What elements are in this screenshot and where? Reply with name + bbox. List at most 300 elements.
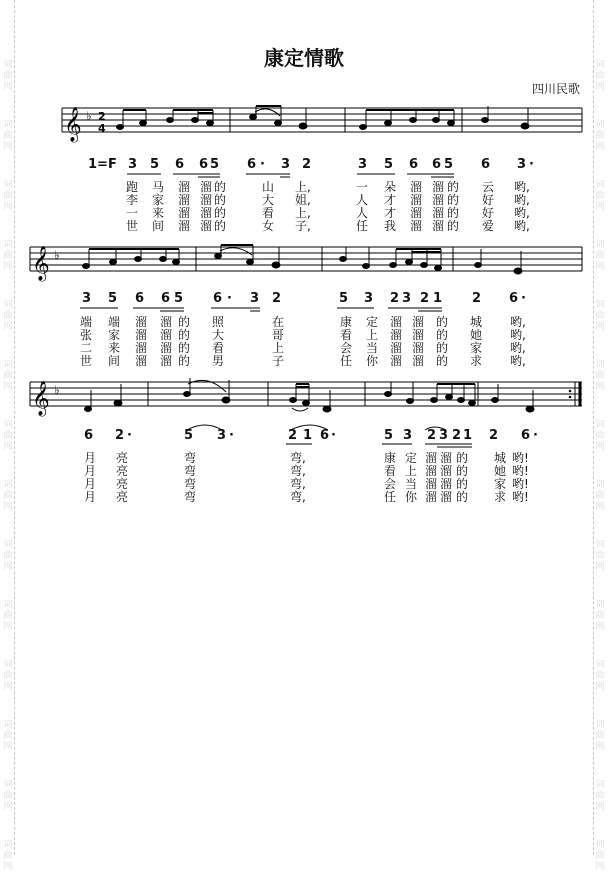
jianpu-note: 6 xyxy=(213,291,223,306)
watermark-char: 网 xyxy=(595,382,605,392)
watermark-char: 网 xyxy=(3,622,13,632)
lyric-syllable: 弯 xyxy=(184,451,197,465)
lyric-syllable: 亮 xyxy=(116,464,129,478)
lyric-syllable: 溜 xyxy=(390,315,403,329)
lyric-syllable: 哥 xyxy=(272,328,285,342)
watermark-char: 网 xyxy=(3,502,13,512)
watermark-char: 曲 xyxy=(595,791,605,801)
lyric-syllable: 山 xyxy=(262,180,275,194)
lyric-syllable: 的 xyxy=(214,219,227,233)
watermark-char: 曲 xyxy=(595,491,605,501)
lyric-syllable: 定 xyxy=(366,315,379,329)
lyric-syllable: 她 xyxy=(494,464,507,478)
key-signature: 1=F xyxy=(88,157,117,172)
lyric-syllable: 哟! xyxy=(512,477,529,491)
lyric-syllable: 间 xyxy=(108,354,121,368)
watermark-char: 网 xyxy=(595,562,605,572)
jianpu-note: 3 xyxy=(402,291,412,306)
lyric-syllable: 溜 xyxy=(412,354,425,368)
lyric-syllable: 云 xyxy=(482,180,495,194)
watermark-char: 网 xyxy=(3,562,13,572)
jianpu-dot: · xyxy=(260,157,265,172)
watermark-char: 曲 xyxy=(3,611,13,621)
lyric-syllable: 亮 xyxy=(116,451,129,465)
lyric-syllable: 看 xyxy=(384,464,397,478)
watermark-char: 曲 xyxy=(3,131,13,141)
watermark-char: 词 xyxy=(3,720,13,730)
lyric-syllable: 溜 xyxy=(412,315,425,329)
lyric-syllable: 溜 xyxy=(160,315,173,329)
watermark-char: 曲 xyxy=(595,131,605,141)
watermark-char: 词 xyxy=(3,120,13,130)
jianpu-note: 3 xyxy=(281,157,291,172)
watermark-char: 词 xyxy=(595,300,605,310)
lyric-syllable: 人 xyxy=(356,206,369,220)
jianpu-note: 5 xyxy=(174,291,184,306)
lyric-syllable: 的 xyxy=(178,341,191,355)
lyric-syllable: 溜 xyxy=(425,451,438,465)
lyric-syllable: 的 xyxy=(214,193,227,207)
lyric-syllable: 哟, xyxy=(510,341,526,355)
jianpu-note: 6 xyxy=(84,428,94,443)
lyric-syllable: 溜 xyxy=(440,477,453,491)
lyric-syllable: 任 xyxy=(356,219,369,233)
lyric-syllable: 城 xyxy=(494,451,507,465)
watermark-char: 网 xyxy=(3,802,13,812)
watermark-char: 网 xyxy=(595,742,605,752)
lyric-syllable: 溜 xyxy=(410,206,423,220)
watermark-char: 网 xyxy=(3,262,13,272)
watermark-char: 网 xyxy=(3,682,13,692)
watermark-char: 网 xyxy=(595,322,605,332)
watermark-char: 网 xyxy=(3,442,13,452)
jianpu-note: 6 xyxy=(509,291,519,306)
staff-system-2 xyxy=(0,237,608,289)
lyric-syllable: 好 xyxy=(482,206,495,220)
watermark-char: 网 xyxy=(3,322,13,332)
jianpu-dot: · xyxy=(229,428,234,443)
watermark-char: 曲 xyxy=(3,671,13,681)
jianpu-note: 5 xyxy=(384,428,394,443)
watermark-mark xyxy=(1,840,15,873)
lyric-syllable: 哟, xyxy=(510,315,526,329)
lyric-syllable: 会 xyxy=(384,477,397,491)
watermark-char: 曲 xyxy=(595,371,605,381)
lyric-syllable: 亮 xyxy=(116,477,129,491)
lyric-syllable: 子 xyxy=(272,354,285,368)
lyric-syllable: 爱 xyxy=(482,219,495,233)
time-signature-bottom: 4 xyxy=(98,122,106,135)
watermark-char: 词 xyxy=(3,780,13,790)
lyric-syllable: 好 xyxy=(482,193,495,207)
watermark-char: 词 xyxy=(595,360,605,370)
jianpu-note: 2 xyxy=(390,291,400,306)
lyric-syllable: 溜 xyxy=(200,219,213,233)
jianpu-note: 6 xyxy=(135,291,145,306)
jianpu-note: 1 xyxy=(463,428,473,443)
watermark-char: 曲 xyxy=(595,551,605,561)
lyric-syllable: 溜 xyxy=(440,490,453,504)
lyric-syllable: 求 xyxy=(470,354,483,368)
lyrics-system-3 xyxy=(0,452,608,508)
watermark-char: 词 xyxy=(3,240,13,250)
jianpu-note: 5 xyxy=(150,157,160,172)
lyric-syllable: 溜 xyxy=(160,354,173,368)
lyric-syllable: 溜 xyxy=(432,219,445,233)
lyric-syllable: 康 xyxy=(340,315,353,329)
watermark-char: 词 xyxy=(3,360,13,370)
lyric-syllable: 的 xyxy=(447,206,460,220)
jianpu-note: 6 xyxy=(409,157,419,172)
watermark-char: 词 xyxy=(3,480,13,490)
jianpu-note: 2 xyxy=(115,428,125,443)
lyric-syllable: 大 xyxy=(262,193,275,207)
lyric-syllable: 的 xyxy=(456,490,469,504)
watermark-char: 网 xyxy=(3,82,13,92)
lyric-syllable: 家 xyxy=(108,328,121,342)
watermark-char: 词 xyxy=(595,240,605,250)
lyric-syllable: 月 xyxy=(84,451,97,465)
lyric-syllable: 溜 xyxy=(425,490,438,504)
lyric-syllable: 来 xyxy=(108,341,121,355)
treble-clef-icon: 𝄞 xyxy=(64,107,82,142)
jianpu-dot: · xyxy=(521,291,526,306)
watermark-char: 曲 xyxy=(595,611,605,621)
staff-system-3 xyxy=(0,372,608,424)
jianpu-note: 6 xyxy=(521,428,531,443)
lyric-syllable: 马 xyxy=(152,180,165,194)
lyric-syllable: 溜 xyxy=(440,451,453,465)
watermark-char: 词 xyxy=(3,840,13,850)
lyric-syllable: 的 xyxy=(447,193,460,207)
jianpu-note: 6 xyxy=(161,291,171,306)
jianpu-note: 2 xyxy=(420,291,430,306)
lyric-syllable: 照 xyxy=(212,315,225,329)
lyric-syllable: 的 xyxy=(178,328,191,342)
watermark-char: 曲 xyxy=(3,431,13,441)
watermark-char: 曲 xyxy=(595,851,605,861)
lyric-syllable: 大 xyxy=(212,328,225,342)
lyric-syllable: 世 xyxy=(126,219,139,233)
lyric-syllable: 月 xyxy=(84,490,97,504)
lyric-syllable: 当 xyxy=(366,341,379,355)
watermark-char: 词 xyxy=(3,300,13,310)
lyric-syllable: 弯 xyxy=(184,490,197,504)
flat-icon: ♭ xyxy=(54,383,60,397)
lyric-syllable: 溜 xyxy=(178,180,191,194)
lyric-syllable: 弯, xyxy=(290,451,306,465)
lyric-syllable: 溜 xyxy=(200,206,213,220)
lyric-syllable: 溜 xyxy=(412,341,425,355)
lyric-syllable: 看 xyxy=(340,328,353,342)
jianpu-dot: · xyxy=(127,428,132,443)
lyric-syllable: 的 xyxy=(436,328,449,342)
lyric-syllable: 张 xyxy=(80,328,93,342)
lyric-syllable: 溜 xyxy=(432,180,445,194)
watermark-char: 曲 xyxy=(595,671,605,681)
lyric-syllable: 溜 xyxy=(410,219,423,233)
lyric-syllable: 哟! xyxy=(512,451,529,465)
lyric-syllable: 溜 xyxy=(440,464,453,478)
watermark-char: 网 xyxy=(3,382,13,392)
lyric-syllable: 溜 xyxy=(432,206,445,220)
lyric-syllable: 看 xyxy=(262,206,275,220)
lyric-syllable: 看 xyxy=(212,341,225,355)
jianpu-note: 5 xyxy=(444,157,454,172)
watermark-mark xyxy=(1,660,15,693)
watermark-char: 网 xyxy=(595,82,605,92)
lyric-syllable: 上 xyxy=(272,341,285,355)
watermark-char: 曲 xyxy=(595,431,605,441)
jianpu-note: 6 xyxy=(320,428,330,443)
jianpu-note: 5 xyxy=(210,157,220,172)
lyric-syllable: 的 xyxy=(214,180,227,194)
jianpu-dot: · xyxy=(529,157,534,172)
lyric-syllable: 溜 xyxy=(425,477,438,491)
lyric-syllable: 溜 xyxy=(410,193,423,207)
watermark-char: 词 xyxy=(3,420,13,430)
lyric-syllable: 溜 xyxy=(160,341,173,355)
jianpu-note: 2 xyxy=(489,428,499,443)
lyric-syllable: 的 xyxy=(456,464,469,478)
watermark-char: 词 xyxy=(595,60,605,70)
watermark-char: 网 xyxy=(3,862,13,872)
lyric-syllable: 的 xyxy=(436,354,449,368)
lyric-syllable: 间 xyxy=(152,219,165,233)
watermark-mark xyxy=(1,720,15,753)
lyric-syllable: 来 xyxy=(152,206,165,220)
lyric-syllable: 家 xyxy=(152,193,165,207)
lyric-syllable: 一 xyxy=(356,180,369,194)
watermark-char: 词 xyxy=(595,720,605,730)
watermark-char: 词 xyxy=(595,600,605,610)
lyric-syllable: 弯 xyxy=(184,477,197,491)
jianpu-note: 3 xyxy=(403,428,413,443)
jianpu-note: 3 xyxy=(358,157,368,172)
lyric-syllable: 朵 xyxy=(384,180,397,194)
lyric-syllable: 溜 xyxy=(200,193,213,207)
jianpu-dot: · xyxy=(331,428,336,443)
lyric-syllable: 的 xyxy=(178,354,191,368)
watermark-mark xyxy=(1,540,15,573)
watermark-char: 词 xyxy=(595,480,605,490)
jianpu-note: 2 xyxy=(427,428,437,443)
lyric-syllable: 端 xyxy=(80,315,93,329)
lyric-syllable: 你 xyxy=(405,490,418,504)
lyric-syllable: 上 xyxy=(405,464,418,478)
lyric-syllable: 李 xyxy=(126,193,139,207)
lyric-syllable: 溜 xyxy=(178,219,191,233)
lyric-syllable: 世 xyxy=(80,354,93,368)
time-signature-top: 2 xyxy=(98,110,106,123)
lyric-syllable: 溜 xyxy=(178,193,191,207)
watermark-char: 曲 xyxy=(3,311,13,321)
lyric-syllable: 上, xyxy=(295,206,311,220)
jianpu-note: 2 xyxy=(452,428,462,443)
jianpu-note: 3 xyxy=(517,157,527,172)
notes-system-3 xyxy=(85,378,535,412)
jianpu-note: 1 xyxy=(433,291,443,306)
lyric-syllable: 的 xyxy=(456,477,469,491)
watermark-char: 词 xyxy=(595,660,605,670)
watermark-char: 网 xyxy=(595,502,605,512)
lyric-syllable: 溜 xyxy=(200,180,213,194)
lyric-syllable: 溜 xyxy=(135,328,148,342)
watermark-char: 词 xyxy=(3,540,13,550)
watermark-char: 词 xyxy=(595,420,605,430)
jianpu-note: 2 xyxy=(272,291,282,306)
jianpu-note: 5 xyxy=(184,428,194,443)
lyric-syllable: 哟, xyxy=(514,219,530,233)
watermark-mark xyxy=(593,600,607,633)
watermark-char: 网 xyxy=(3,202,13,212)
lyric-syllable: 月 xyxy=(84,477,97,491)
watermark-char: 网 xyxy=(595,442,605,452)
watermark-mark xyxy=(593,840,607,873)
lyric-syllable: 溜 xyxy=(412,328,425,342)
lyric-syllable: 溜 xyxy=(425,464,438,478)
lyric-syllable: 家 xyxy=(470,341,483,355)
lyric-syllable: 会 xyxy=(340,341,353,355)
jianpu-note: 6 xyxy=(432,157,442,172)
watermark-char: 网 xyxy=(3,742,13,752)
watermark-char: 词 xyxy=(3,600,13,610)
lyric-syllable: 家 xyxy=(494,477,507,491)
jianpu-note: 3 xyxy=(217,428,227,443)
watermark-char: 曲 xyxy=(595,71,605,81)
watermark-char: 词 xyxy=(3,660,13,670)
watermark-char: 网 xyxy=(595,622,605,632)
watermark-char: 网 xyxy=(595,802,605,812)
lyric-syllable: 溜 xyxy=(410,180,423,194)
lyric-syllable: 我 xyxy=(384,219,397,233)
watermark-char: 网 xyxy=(595,142,605,152)
lyric-syllable: 她 xyxy=(470,328,483,342)
lyric-syllable: 溜 xyxy=(390,341,403,355)
jianpu-note: 3 xyxy=(82,291,92,306)
lyric-syllable: 的 xyxy=(436,341,449,355)
lyric-syllable: 哟, xyxy=(514,193,530,207)
lyric-syllable: 才 xyxy=(384,206,397,220)
lyric-syllable: 溜 xyxy=(432,193,445,207)
lyric-syllable: 哟, xyxy=(514,206,530,220)
lyric-syllable: 弯 xyxy=(184,464,197,478)
lyric-syllable: 哟, xyxy=(510,328,526,342)
lyric-syllable: 才 xyxy=(384,193,397,207)
watermark-char: 网 xyxy=(595,262,605,272)
lyric-syllable: 定 xyxy=(405,451,418,465)
jianpu-note: 3 xyxy=(364,291,374,306)
jianpu-note: 5 xyxy=(108,291,118,306)
jianpu-dot: · xyxy=(227,291,232,306)
lyric-syllable: 的 xyxy=(214,206,227,220)
watermark-char: 网 xyxy=(595,682,605,692)
watermark-mark xyxy=(593,540,607,573)
lyric-syllable: 上 xyxy=(366,328,379,342)
lyric-syllable: 任 xyxy=(384,490,397,504)
watermark-char: 曲 xyxy=(595,251,605,261)
watermark-char: 词 xyxy=(595,120,605,130)
watermark-char: 词 xyxy=(595,540,605,550)
lyric-syllable: 一 xyxy=(126,206,139,220)
watermark-char: 网 xyxy=(3,142,13,152)
watermark-mark xyxy=(1,600,15,633)
jianpu-note: 1 xyxy=(303,428,313,443)
watermark-char: 曲 xyxy=(3,491,13,501)
lyric-syllable: 弯, xyxy=(290,477,306,491)
staff-system-1 xyxy=(0,98,608,146)
lyric-syllable: 女 xyxy=(262,219,275,233)
lyric-syllable: 上, xyxy=(295,180,311,194)
lyric-syllable: 任 xyxy=(340,354,353,368)
lyric-syllable: 哟, xyxy=(510,354,526,368)
flat-icon: ♭ xyxy=(54,248,60,262)
lyric-syllable: 男 xyxy=(212,354,225,368)
jianpu-note: 3 xyxy=(439,428,449,443)
jianpu-note: 6 xyxy=(481,157,491,172)
watermark-mark xyxy=(593,780,607,813)
lyric-syllable: 城 xyxy=(470,315,483,329)
lyric-syllable: 弯, xyxy=(290,490,306,504)
lyric-syllable: 哟! xyxy=(512,490,529,504)
lyric-syllable: 的 xyxy=(178,315,191,329)
lyric-syllable: 溜 xyxy=(390,328,403,342)
treble-clef-icon: 𝄞 xyxy=(32,246,50,281)
watermark-char: 曲 xyxy=(3,251,13,261)
watermark-char: 曲 xyxy=(595,191,605,201)
lyric-syllable: 溜 xyxy=(178,206,191,220)
lyric-syllable: 的 xyxy=(436,315,449,329)
lyric-syllable: 溜 xyxy=(160,328,173,342)
lyric-syllable: 在 xyxy=(272,315,285,329)
lyric-syllable: 求 xyxy=(494,490,507,504)
lyric-syllable: 的 xyxy=(447,219,460,233)
watermark-char: 词 xyxy=(3,180,13,190)
lyric-syllable: 你 xyxy=(366,354,379,368)
watermark-char: 曲 xyxy=(3,191,13,201)
lyric-syllable: 亮 xyxy=(116,490,129,504)
watermark-char: 曲 xyxy=(3,851,13,861)
jianpu-note: 2 xyxy=(288,428,298,443)
watermark-char: 词 xyxy=(595,840,605,850)
lyric-syllable: 的 xyxy=(456,451,469,465)
lyric-syllable: 弯, xyxy=(290,464,306,478)
lyric-syllable: 的 xyxy=(447,180,460,194)
lyric-syllable: 溜 xyxy=(135,341,148,355)
watermark-char: 词 xyxy=(595,780,605,790)
composer-credit: 四川民歌 xyxy=(531,82,580,96)
lyric-syllable: 子, xyxy=(295,219,311,233)
jianpu-note: 5 xyxy=(339,291,349,306)
treble-clef-icon: 𝄞 xyxy=(32,381,50,416)
watermark-char: 曲 xyxy=(3,731,13,741)
watermark-char: 网 xyxy=(595,202,605,212)
lyric-syllable: 溜 xyxy=(390,354,403,368)
watermark-mark xyxy=(593,720,607,753)
jianpu-note: 2 xyxy=(472,291,482,306)
jianpu-note: 5 xyxy=(384,157,394,172)
watermark-char: 曲 xyxy=(3,551,13,561)
lyric-syllable: 姐, xyxy=(295,193,311,207)
watermark-char: 曲 xyxy=(3,791,13,801)
lyric-syllable: 哟! xyxy=(512,464,529,478)
watermark-mark xyxy=(1,780,15,813)
lyric-syllable: 人 xyxy=(356,193,369,207)
watermark-char: 曲 xyxy=(3,371,13,381)
lyric-syllable: 溜 xyxy=(135,354,148,368)
lyric-syllable: 哟, xyxy=(514,180,530,194)
watermark-char: 曲 xyxy=(3,71,13,81)
